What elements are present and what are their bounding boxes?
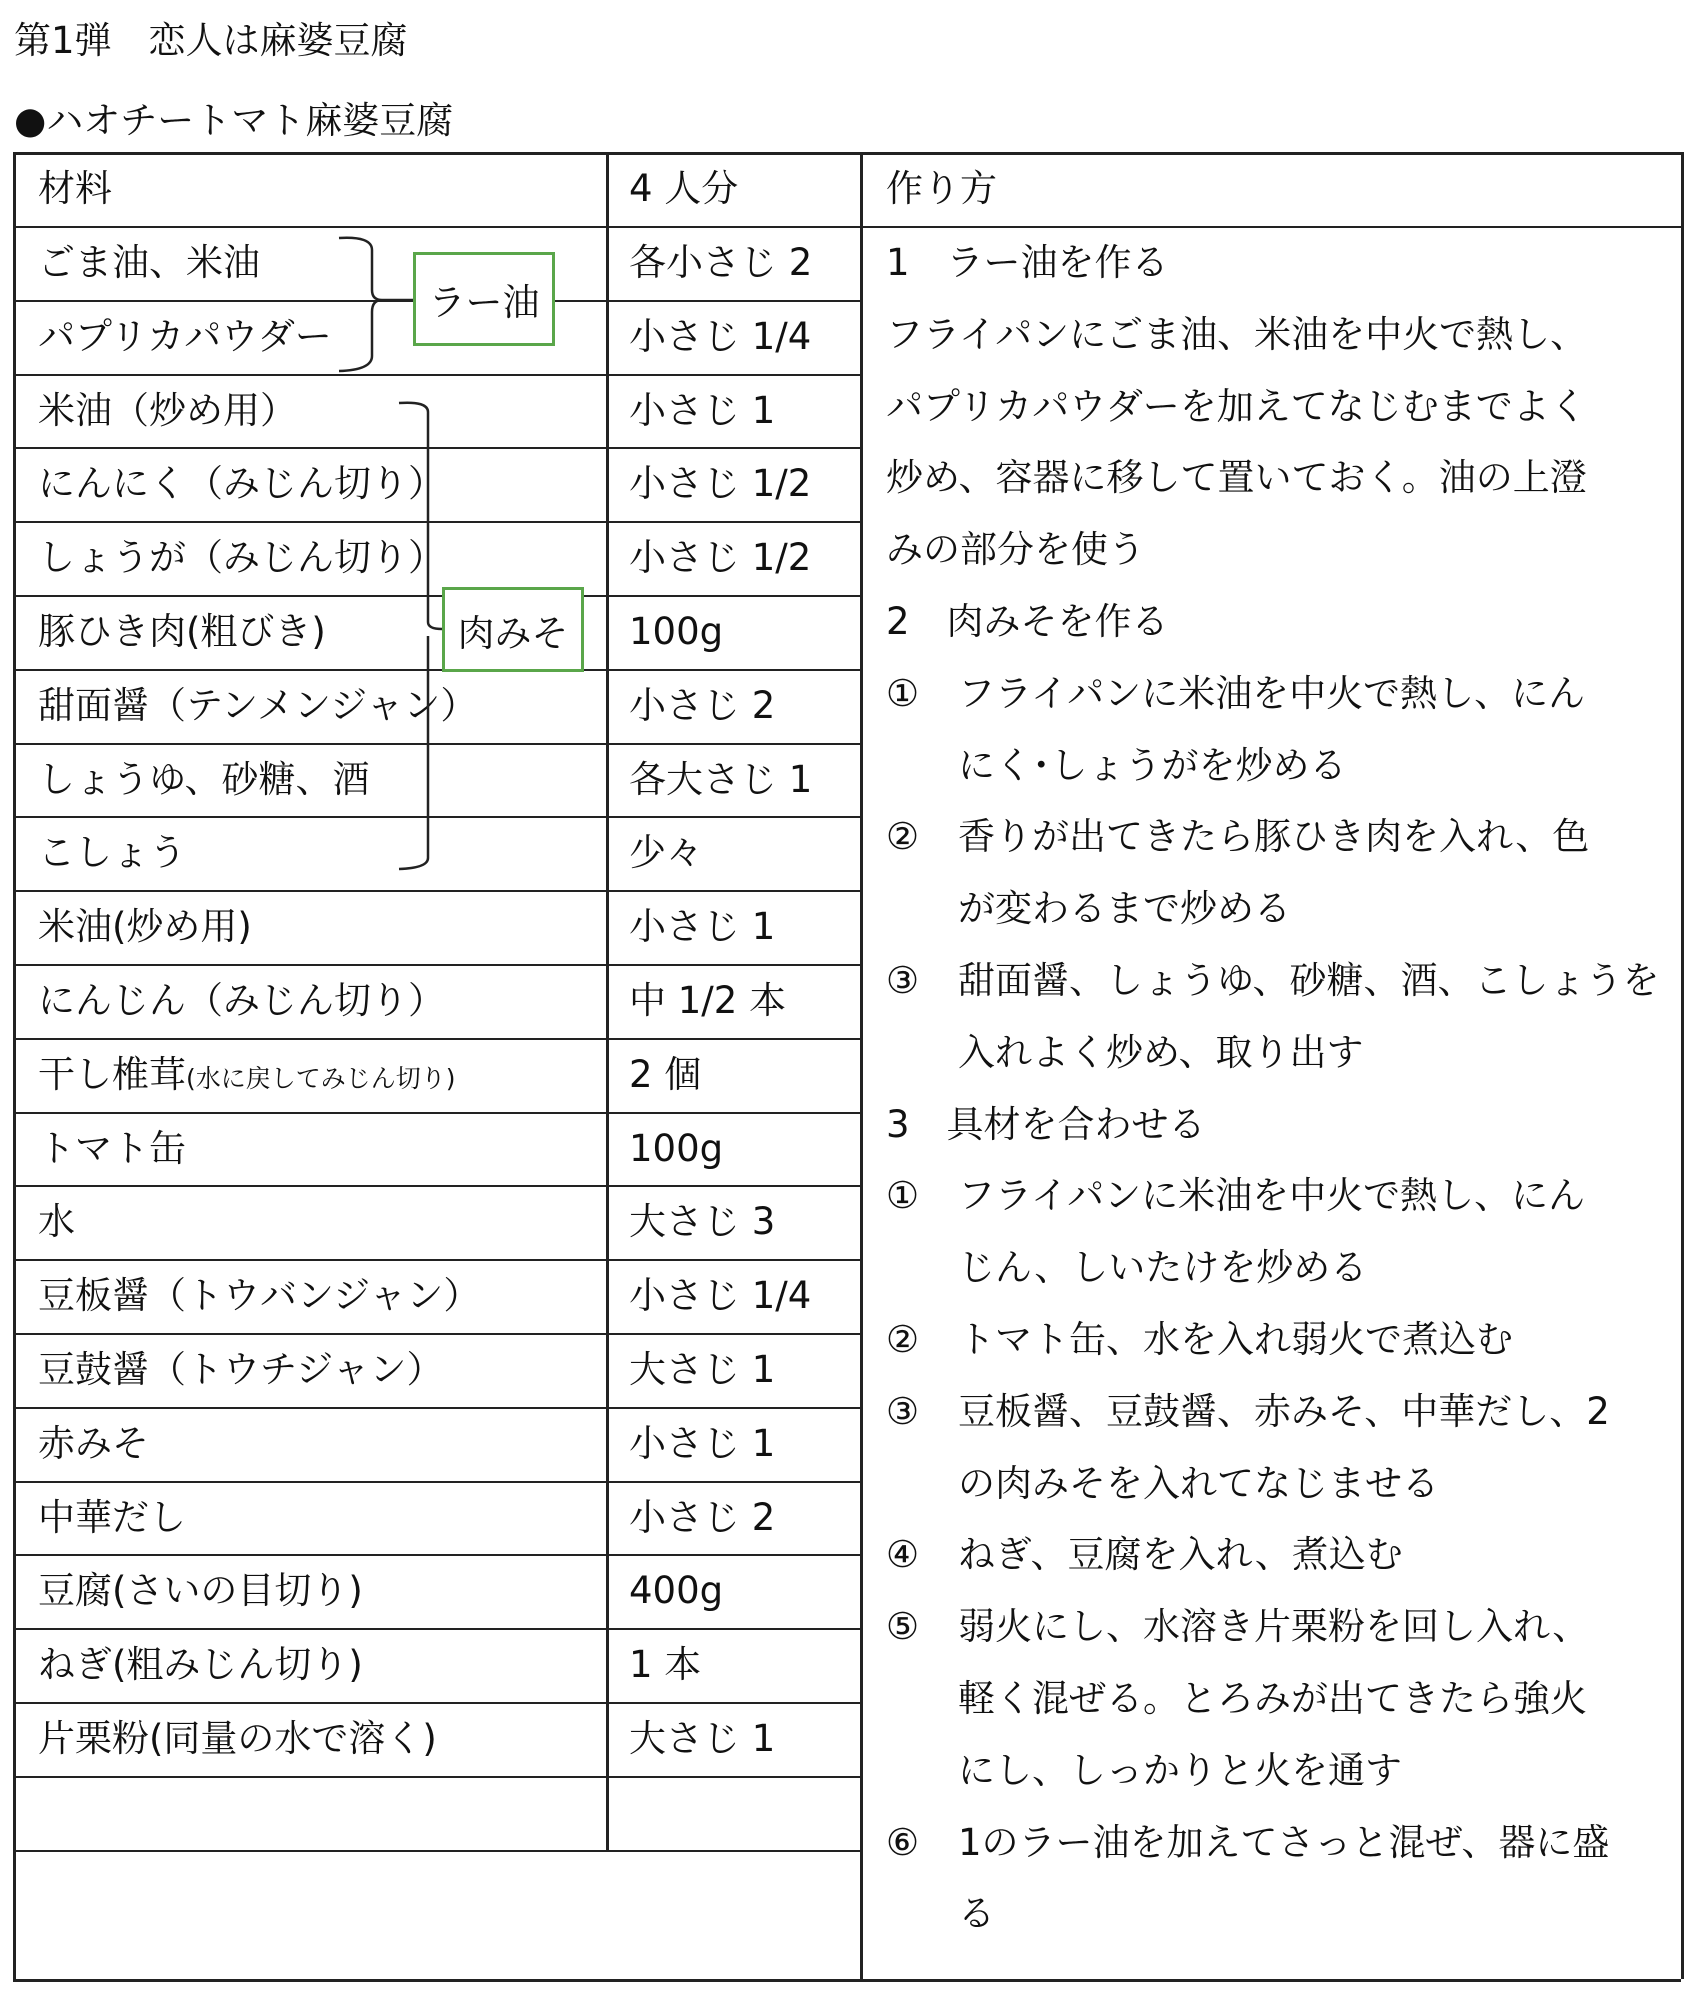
step-marker: ① [886, 671, 920, 715]
header-method: 作り方 [886, 167, 997, 210]
method-line [886, 371, 1587, 443]
ingredient-name-text: パプリカパウダー [38, 314, 332, 358]
method-line [886, 1807, 1609, 1879]
table-border-left [13, 152, 16, 1979]
ingredient-amount: 小さじ 1/2 [629, 536, 812, 580]
ingredient-name [38, 1038, 456, 1116]
ingredient-name [38, 816, 186, 890]
ingredient-name-text: ごま油、米油 [38, 241, 260, 284]
ingredient-name-text: こしょう [38, 831, 186, 875]
ingredient-note: (水に戻してみじん切り) [186, 1063, 456, 1093]
method-text: フライパンに米油を中火で熱し、にん [958, 671, 1586, 715]
ingredient-amount: 小さじ 1/4 [629, 1274, 812, 1318]
ingredient-name-text: 干し椎茸 [38, 1052, 186, 1096]
chili-oil-group-label: ラー油 [413, 252, 555, 346]
ingredient-amount: 各小さじ 2 [629, 241, 813, 284]
method-text: る [958, 1892, 995, 1936]
ingredient-name-text: 豆腐(さいの目切り) [38, 1569, 363, 1613]
ingredient-amount: 大さじ 1 [629, 1348, 776, 1391]
ingredient-name-text: 米油(炒め用) [38, 905, 252, 949]
method-line [886, 1448, 1439, 1520]
method-line [886, 1878, 995, 1950]
method-text: が変わるまで炒める [958, 887, 1291, 931]
ingredient-name [38, 1259, 480, 1333]
ingredient-name [38, 1185, 75, 1259]
ingredient-name [38, 1702, 437, 1776]
table-border-right [1681, 152, 1684, 1979]
method-text: 豆板醤、豆鼓醤、赤みそ、中華だし、2 [958, 1389, 1610, 1433]
step-marker: ④ [886, 1533, 920, 1577]
step-marker: ② [886, 815, 920, 859]
ingredient-amount: 2 個 [629, 1052, 702, 1096]
ingredient-name [38, 1481, 186, 1555]
ingredient-name-text: にんじん（みじん切り） [38, 979, 445, 1022]
method-line [886, 586, 1169, 658]
ingredient-name [38, 743, 370, 817]
method-line [886, 1232, 1367, 1304]
method-text: にく･しょうがを炒める [958, 743, 1347, 787]
method-line [886, 1304, 1513, 1376]
method-text: フライパンにごま油、米油を中火で熱し、 [886, 312, 1588, 356]
ingredient-name [38, 669, 477, 743]
step-marker: ② [886, 1318, 920, 1361]
meat-miso-group-label: 肉みそ [442, 587, 584, 672]
ingredient-amount: 小さじ 1/4 [629, 314, 812, 358]
ingredient-name [38, 1407, 149, 1481]
ingredient-name-text: 豚ひき肉(粗びき) [38, 610, 326, 653]
ingredient-name [38, 521, 445, 595]
step-marker: ③ [886, 959, 920, 1002]
step-marker: ③ [886, 1389, 920, 1433]
ingredient-amount: 小さじ 1 [629, 1421, 776, 1465]
page-title: 第1弾 恋人は麻婆豆腐 [14, 19, 408, 62]
ingredient-amount: 1 本 [629, 1643, 702, 1687]
method-line [886, 730, 1347, 802]
ingredient-amount: 400g [629, 1569, 724, 1613]
method-line [886, 873, 1291, 945]
ingredient-amount: 小さじ 2 [629, 1495, 776, 1539]
method-line [886, 658, 1585, 730]
method-text: パプリカパウダーを加えてなじむまでよく [886, 384, 1587, 428]
ingredient-name-text: 片栗粉(同量の水で溶く) [38, 1717, 437, 1760]
method-text: じん、しいたけを炒める [958, 1246, 1368, 1290]
column-divider [606, 152, 609, 1850]
row-divider [13, 1776, 860, 1778]
recipe-title: ●ハオチートマト麻婆豆腐 [14, 99, 454, 142]
method-line [886, 1160, 1585, 1232]
ingredient-amount: 少々 [629, 831, 703, 875]
method-text: 甜面醤、しょうゆ、砂糖、酒、こしょうを [958, 959, 1660, 1002]
step-marker: ⑥ [886, 1820, 920, 1864]
ingredient-amount: 各大さじ 1 [629, 757, 813, 801]
table-border-bottom [13, 1979, 1681, 1982]
method-text: 炒め、容器に移して置いておく。油の上澄 [886, 456, 1587, 500]
method-text: の肉みそを入れてなじませる [958, 1461, 1439, 1505]
method-text: 1 ラー油を作る [886, 241, 1169, 284]
ingredient-name-text: トマト缶 [38, 1126, 186, 1170]
method-text: 入れよく炒め、取り出す [958, 1030, 1364, 1074]
method-line [886, 299, 1587, 371]
ingredient-name-text: 中華だし [38, 1495, 186, 1539]
ingredient-name [38, 226, 260, 300]
method-line [886, 1017, 1364, 1089]
ingredient-amount: 小さじ 1/2 [629, 462, 812, 506]
method-text: にし、しっかりと火を通す [958, 1748, 1402, 1792]
method-line [886, 1735, 1402, 1807]
ingredient-name [38, 595, 326, 669]
method-line [886, 1519, 1403, 1591]
method-text: 3 具材を合わせる [886, 1102, 1206, 1146]
ingredient-name-text: 豆板醤（トウバンジャン） [38, 1274, 481, 1318]
header-ingredients: 材料 [38, 167, 112, 210]
ingredient-name [38, 1112, 186, 1186]
method-line [886, 227, 1169, 299]
ingredient-name-text: にんにく（みじん切り） [38, 462, 445, 506]
ingredient-name [38, 1628, 363, 1702]
method-text: ねぎ、豆腐を入れ、煮込む [958, 1533, 1403, 1577]
column-divider [860, 152, 863, 1979]
ingredient-name-text: 赤みそ [38, 1421, 149, 1465]
method-text: 2 肉みそを作る [886, 600, 1169, 643]
ingredient-amount: 小さじ 1 [629, 905, 776, 949]
method-text: 1のラー油を加えてさっと混ぜ、器に盛 [958, 1820, 1610, 1864]
ingredient-name [38, 964, 445, 1038]
ingredient-amount: 中 1/2 本 [629, 979, 787, 1022]
step-marker: ⑤ [886, 1605, 920, 1649]
ingredient-name [38, 447, 445, 521]
method-text: みの部分を使う [886, 528, 1145, 572]
ingredient-amount: 100g [629, 1126, 724, 1170]
ingredient-name-text: ねぎ(粗みじん切り) [38, 1643, 363, 1687]
ingredient-name-text: 水 [38, 1200, 75, 1244]
ingredient-name-text: しょうが（みじん切り） [38, 536, 445, 580]
step-marker: ① [886, 1174, 920, 1218]
row-divider [13, 1850, 860, 1852]
ingredient-amount: 小さじ 1 [629, 388, 776, 432]
ingredient-amount: 小さじ 2 [629, 683, 776, 727]
method-line [886, 1089, 1206, 1161]
method-text: 香りが出てきたら豚ひき肉を入れ、色 [958, 815, 1590, 859]
ingredient-name-text: 豆鼓醤（トウチジャン） [38, 1348, 444, 1391]
ingredient-name [38, 300, 332, 374]
method-line [886, 1663, 1587, 1735]
method-text: 弱火にし、水溶き片栗粉を回し入れ、 [958, 1605, 1590, 1649]
ingredient-name [38, 1554, 363, 1628]
ingredient-amount: 100g [629, 610, 724, 653]
method-line [886, 801, 1589, 873]
ingredient-name-text: しょうゆ、砂糖、酒 [38, 757, 370, 801]
header-amount: 4 人分 [629, 167, 739, 210]
method-text: トマト缶、水を入れ弱火で煮込む [958, 1318, 1513, 1361]
ingredient-name [38, 890, 252, 964]
ingredient-amount: 大さじ 1 [629, 1717, 776, 1760]
ingredient-name [38, 1333, 444, 1407]
ingredient-name-text: 米油（炒め用） [38, 388, 297, 432]
method-line [886, 442, 1587, 514]
method-line [886, 514, 1145, 586]
method-line [886, 945, 1660, 1017]
method-text: フライパンに米油を中火で熱し、にん [958, 1174, 1586, 1218]
ingredient-name [38, 374, 297, 448]
ingredient-amount: 大さじ 3 [629, 1200, 776, 1244]
method-text: 軽く混ぜる。とろみが出てきたら強火 [958, 1677, 1587, 1720]
header-divider [13, 226, 1681, 228]
method-line [886, 1376, 1610, 1448]
method-line [886, 1591, 1589, 1663]
chili-oil-bracket [339, 238, 413, 371]
table-border-top [13, 152, 1681, 155]
ingredient-name-text: 甜面醤（テンメンジャン） [38, 683, 478, 727]
